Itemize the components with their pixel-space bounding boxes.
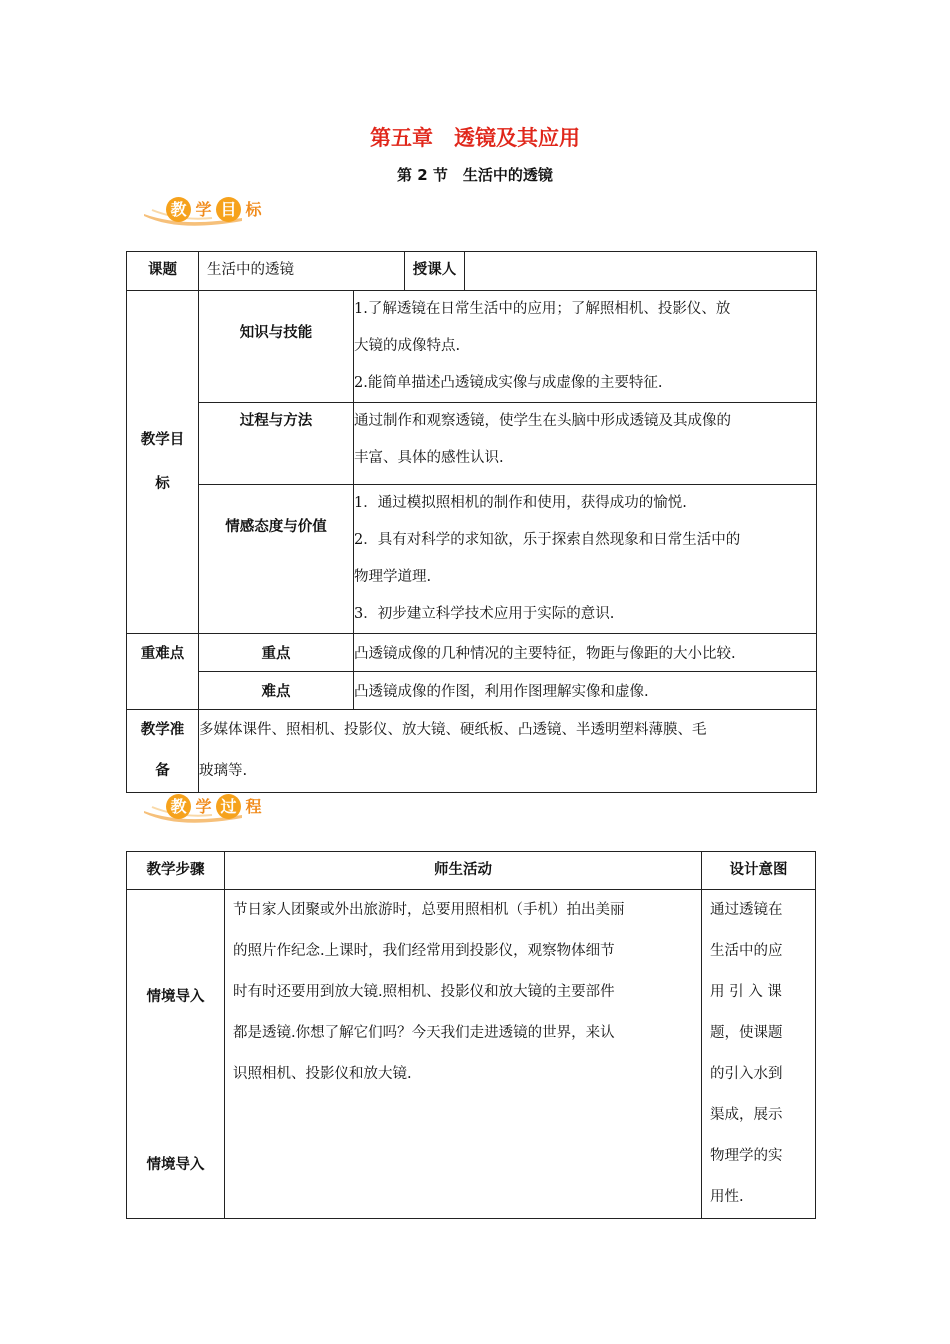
activity-text: [225, 890, 702, 1219]
objectives-banner: [142, 194, 270, 228]
knowledge-text: [354, 291, 817, 403]
activity-line: 识照相机、投影仪和放大镜.: [233, 1066, 412, 1082]
col-intent-header: 设计意图: [702, 852, 816, 890]
prep-label: [127, 710, 199, 793]
activity-line: 都是透镜.你想了解它们吗？今天我们走进透镜的世界，来认: [233, 1025, 615, 1041]
prep-label-line2: 备: [155, 763, 170, 779]
process-line: 通过制作和观察透镜，使学生在头脑中形成透镜及其成像的: [354, 413, 731, 429]
section-title: 第 2 节 生活中的透镜: [397, 166, 553, 184]
goals-label: [127, 291, 199, 634]
teacher-label: 授课人: [404, 252, 464, 290]
banner-char: 教: [166, 197, 191, 222]
difficulty-label: 难点: [199, 672, 354, 710]
knowledge-line: 2.能简单描述凸透镜成实像与成虚像的主要特征.: [354, 375, 663, 391]
knowledge-line: 1.了解透镜在日常生活中的应用；了解照相机、投影仪、放: [354, 301, 731, 317]
key-point-label: 重点: [199, 634, 354, 672]
step-label: 情境导入: [146, 989, 205, 1005]
topic-value-cell: [199, 252, 465, 291]
activity-line: 节日家人团聚或外出旅游时，总要用照相机（手机）拍出美丽: [233, 902, 625, 918]
objectives-table: [126, 251, 817, 793]
activity-line: 时有时还要用到放大镜.照相机、投影仪和放大镜的主要部件: [233, 984, 615, 1000]
banner-char: 过: [216, 794, 241, 819]
banner-char: 学: [195, 199, 212, 219]
intent-line: 的引入水到: [710, 1066, 783, 1082]
difficulty-text: 凸透镜成像的作图，利用作图理解实像和虚像.: [354, 672, 817, 710]
banner-char: 教: [166, 794, 191, 819]
knowledge-line: 大镜的成像特点.: [354, 338, 461, 354]
intent-line: 题，使课题: [710, 1025, 783, 1041]
activity-line: 的照片作纪念.上课时，我们经常用到投影仪，观察物体细节: [233, 943, 615, 959]
prep-text: [199, 710, 817, 793]
step-cell: [127, 890, 225, 1219]
prep-label-line1: 教学准: [140, 722, 185, 738]
goals-label-line2: 标: [155, 476, 170, 492]
banner-char: 学: [195, 796, 212, 816]
intent-line: 用性.: [710, 1189, 744, 1205]
intent-line: 用 引 入 课: [710, 984, 782, 1000]
key-point-text: 凸透镜成像的几种情况的主要特征，物距与像距的大小比较.: [354, 634, 817, 672]
prep-line: 多媒体课件、照相机、投影仪、放大镜、硬纸板、凸透镜、半透明塑料薄膜、毛: [199, 722, 707, 738]
topic-value: 生活中的透镜: [207, 262, 294, 278]
intent-line: 通过透镜在: [710, 902, 783, 918]
key-label: 重难点: [127, 634, 199, 710]
process-line: 丰富、具体的感性认识.: [354, 450, 504, 466]
process-banner: [142, 791, 270, 825]
emotion-line: 3．初步建立科学技术应用于实际的意识.: [354, 606, 615, 622]
emotion-label: 情感态度与价值: [199, 485, 354, 634]
intent-line: 渠成，展示: [710, 1107, 783, 1123]
teacher-value: [465, 252, 817, 291]
step-label: 情境导入: [146, 1157, 205, 1173]
col-step-header: 教学步骤: [127, 852, 225, 890]
emotion-line: 物理学道理.: [354, 569, 432, 585]
banner-char: 程: [245, 796, 262, 816]
process-method-label: 过程与方法: [199, 403, 354, 485]
intent-line: 生活中的应: [710, 943, 783, 959]
emotion-text: [354, 485, 817, 634]
emotion-line: 2．具有对科学的求知欲，乐于探索自然现象和日常生活中的: [354, 532, 741, 548]
col-activity-header: 师生活动: [225, 852, 702, 890]
prep-line: 玻璃等.: [199, 763, 248, 779]
chapter-title: 第五章 透镜及其应用: [370, 126, 580, 150]
banner-char: 标: [245, 199, 262, 219]
knowledge-label: 知识与技能: [199, 291, 354, 403]
process-table: [126, 851, 816, 1219]
process-method-text: [354, 403, 817, 485]
goals-label-line1: 教学目: [140, 432, 185, 448]
emotion-line: 1．通过模拟照相机的制作和使用，获得成功的愉悦.: [354, 495, 687, 511]
intent-text: [702, 890, 816, 1219]
intent-line: 物理学的实: [710, 1148, 783, 1164]
topic-label: 课题: [127, 252, 199, 291]
banner-char: 目: [216, 197, 241, 222]
